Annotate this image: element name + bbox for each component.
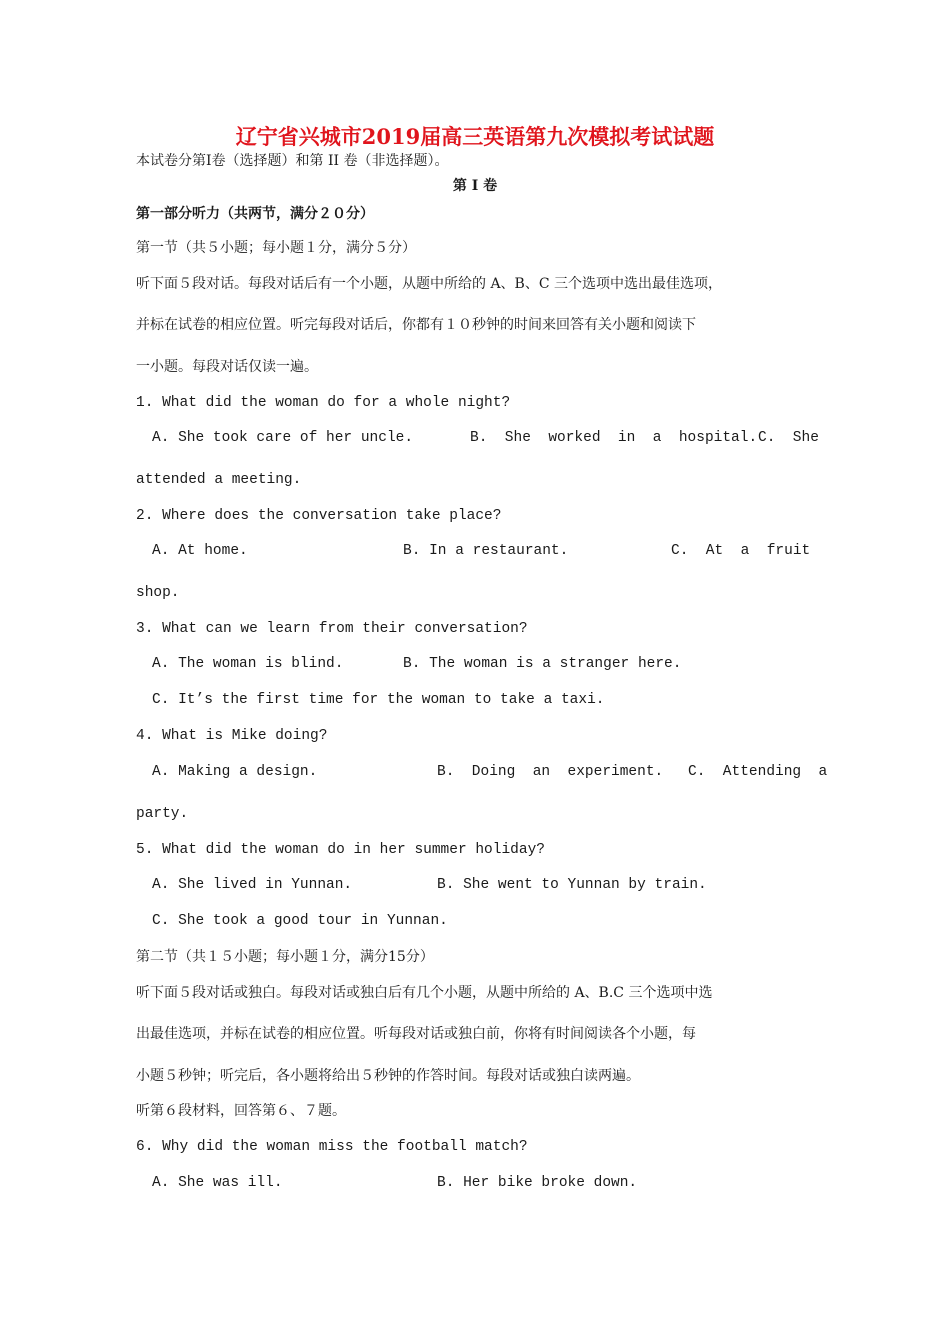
section2-instruction-line: 出最佳选项，并标在试卷的相应位置。听每段对话或独白前，你将有时间阅读各个小题，每 [136, 1026, 696, 1042]
question-1-option-a: A. She took care of her uncle. [152, 430, 414, 446]
question-1-option-c: C. She [758, 430, 819, 446]
question-4-option-c-wrap: party. [136, 806, 189, 822]
section1-instruction-line: 听下面５段对话。每段对话后有一个小题，从题中所给的 A、B、C 三个选项中选出最佳选项， [136, 276, 723, 292]
question-5-option-a: A. She lived in Yunnan. [152, 877, 353, 893]
question-4-stem: 4. What is Mike doing? [136, 728, 328, 744]
material-6-heading: 听第６段材料，回答第６、７题。 [136, 1103, 346, 1119]
section1-instruction-line: 一小题。每段对话仅读一遍。 [136, 359, 318, 375]
question-2-stem: 2. Where does the conversation take place? [136, 508, 502, 524]
question-3-option-b: B. The woman is a stranger here. [403, 656, 682, 672]
question-4-option-c: C. Attending a [688, 764, 828, 780]
volume-heading: 第 I 卷 [452, 178, 498, 194]
question-6-option-b: B. Her bike broke down. [437, 1175, 638, 1191]
question-6-option-a: A. She was ill. [152, 1175, 283, 1191]
question-3-stem: 3. What can we learn from their conversation? [136, 621, 528, 637]
section1-heading: 第一节（共５小题；每小题１分，满分５分） [136, 240, 416, 256]
question-1-option-c-wrap: attended a meeting. [136, 472, 302, 488]
section1-instruction-line: 并标在试卷的相应位置。听完每段对话后，你都有１０秒钟的时间来回答有关小题和阅读下 [136, 317, 696, 333]
question-3-option-c: C. It’s the first time for the woman to take a taxi. [152, 692, 605, 708]
question-5-option-c: C. She took a good tour in Yunnan. [152, 913, 448, 929]
part1-heading: 第一部分听力（共两节，满分２０分） [136, 206, 374, 222]
question-6-stem: 6. Why did the woman miss the football match? [136, 1139, 528, 1155]
question-4-option-a: A. Making a design. [152, 764, 318, 780]
question-5-stem: 5. What did the woman do in her summer holiday? [136, 842, 545, 858]
question-2-option-c: C. At a fruit [671, 543, 811, 559]
question-2-option-b: B. In a restaurant. [403, 543, 569, 559]
section2-instruction-line: 小题５秒钟；听完后，各小题将给出５秒钟的作答时间。每段对话或独白读两遍。 [136, 1068, 640, 1084]
section2-instruction-line: 听下面５段对话或独白。每段对话或独白后有几个小题，从题中所给的 A、B.C 三个选项中选 [136, 985, 713, 1001]
question-1-stem: 1. What did the woman do for a whole night? [136, 395, 511, 411]
document-title: 辽宁省兴城市2019届高三英语第九次模拟考试试题 [235, 124, 715, 149]
question-3-option-a: A. The woman is blind. [152, 656, 344, 672]
question-1-option-b: B. She worked in a hospital. [470, 430, 758, 446]
question-2-option-c-wrap: shop. [136, 585, 180, 601]
intro-text: 本试卷分第Ⅰ卷（选择题）和第 II 卷（非选择题）。 [136, 153, 449, 169]
question-2-option-a: A. At home. [152, 543, 248, 559]
question-5-option-b: B. She went to Yunnan by train. [437, 877, 707, 893]
section2-heading: 第二节（共１５小题；每小题１分，满分15分） [136, 949, 434, 965]
question-4-option-b: B. Doing an experiment. [437, 764, 664, 780]
